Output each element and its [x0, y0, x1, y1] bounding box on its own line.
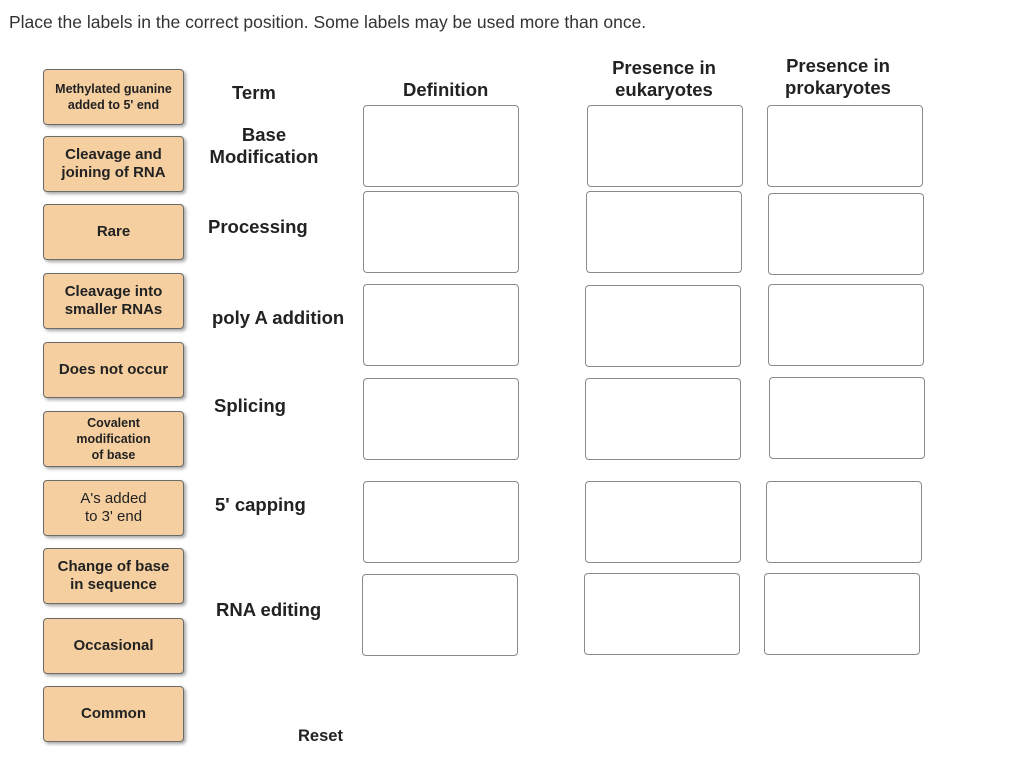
- dropzone-prokaryotes-rna-editing[interactable]: [764, 573, 920, 655]
- label-occasional[interactable]: Occasional: [43, 618, 184, 674]
- header-prokaryotes: Presence in prokaryotes: [785, 55, 891, 98]
- dropzone-eukaryotes-poly-a-addition[interactable]: [585, 285, 741, 367]
- term-processing: Processing: [208, 216, 308, 237]
- term-rna-editing: RNA editing: [216, 599, 322, 620]
- dropzone-prokaryotes-base-modification[interactable]: [767, 105, 923, 187]
- header-definition: Definition: [403, 79, 489, 100]
- dropzone-definition-splicing[interactable]: [363, 378, 519, 460]
- label-cleavage-and-joining[interactable]: Cleavage and joining of RNA: [43, 136, 184, 192]
- dropzone-prokaryotes-5-capping[interactable]: [766, 481, 922, 563]
- dropzone-prokaryotes-splicing[interactable]: [769, 377, 925, 459]
- dropzone-eukaryotes-rna-editing[interactable]: [584, 573, 740, 655]
- term-splicing: Splicing: [214, 395, 286, 416]
- dropzone-eukaryotes-processing[interactable]: [586, 191, 742, 273]
- dropzone-eukaryotes-base-modification[interactable]: [587, 105, 743, 187]
- label-cleavage-into-smaller[interactable]: Cleavage into smaller RNAs: [43, 273, 184, 329]
- label-covalent-modification[interactable]: Covalent modification of base: [43, 411, 184, 467]
- dropzone-prokaryotes-poly-a-addition[interactable]: [768, 284, 924, 366]
- dropzone-definition-poly-a-addition[interactable]: [363, 284, 519, 366]
- dropzone-eukaryotes-5-capping[interactable]: [585, 481, 741, 563]
- dropzone-definition-base-modification[interactable]: [363, 105, 519, 187]
- label-as-added[interactable]: A's added to 3' end: [43, 480, 184, 536]
- term-poly-a-addition: poly A addition: [212, 307, 345, 328]
- label-common[interactable]: Common: [43, 686, 184, 742]
- label-does-not-occur[interactable]: Does not occur: [43, 342, 184, 398]
- dropzone-definition-processing[interactable]: [363, 191, 519, 273]
- label-rare[interactable]: Rare: [43, 204, 184, 260]
- label-methylated-guanine[interactable]: Methylated guanine added to 5' end: [43, 69, 184, 125]
- dropzone-eukaryotes-splicing[interactable]: [585, 378, 741, 460]
- header-term: Term: [232, 82, 276, 103]
- term-5-capping: 5' capping: [215, 494, 306, 515]
- dropzone-definition-rna-editing[interactable]: [362, 574, 518, 656]
- instructions: Place the labels in the correct position. Some labels may be used more than once.: [9, 12, 647, 32]
- term-base-modification: Base Modification: [209, 124, 319, 167]
- header-eukaryotes: Presence in eukaryotes: [612, 57, 716, 100]
- label-change-of-base[interactable]: Change of base in sequence: [43, 548, 184, 604]
- dropzone-prokaryotes-processing[interactable]: [768, 193, 924, 275]
- reset-button[interactable]: Reset: [298, 727, 343, 745]
- dropzone-definition-5-capping[interactable]: [363, 481, 519, 563]
